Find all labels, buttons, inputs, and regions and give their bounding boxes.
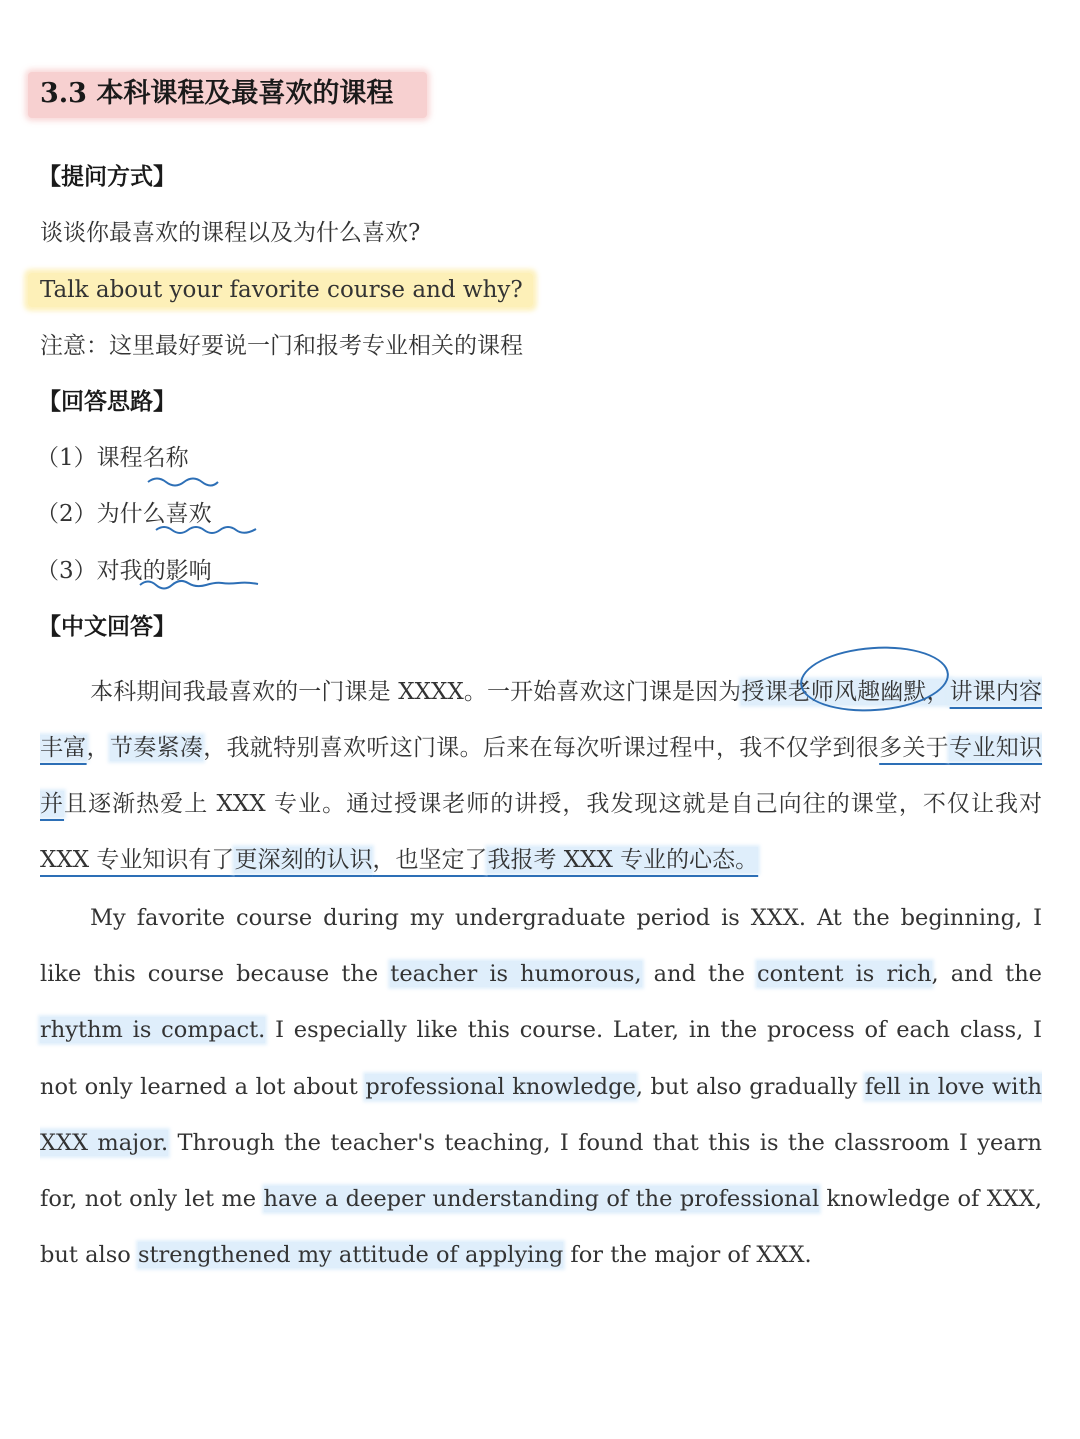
chinese-answer-heading: 【中文回答】 [38, 613, 176, 640]
cn-text: 的课堂，不仅让我对 [826, 791, 1042, 817]
en-text: , and the [931, 961, 1042, 988]
cn-highlight: 专业知识并 [40, 735, 1043, 817]
wavy-underline-1 [148, 479, 218, 486]
en-text: I especially like this course. Later, in the process of each class, I not only learned a lot about [40, 1017, 1042, 1100]
approach-item [36, 556, 212, 586]
approach-item [36, 443, 189, 473]
approach-heading: 【回答思路】 [38, 388, 176, 415]
approach-item-text: 为什么喜欢 [96, 501, 212, 527]
en-highlight: strengthened my attitude of applying [137, 1242, 564, 1269]
question-heading: 【提问方式】 [38, 163, 176, 190]
cn-text: ， [86, 735, 110, 761]
en-highlight: content is rich [756, 961, 932, 988]
approach-item-text: 课程名称 [96, 445, 189, 471]
en-highlight: have a deeper understanding of the professional [263, 1186, 820, 1213]
cn-underline: ，也坚定了 [372, 847, 488, 873]
en-text: knowledge of XXX, but also [40, 1186, 1042, 1269]
cn-underline: XXX 专业知识有了 [40, 847, 235, 873]
approach-item-number: （3） [36, 558, 97, 584]
question-chinese: 谈谈你最喜欢的课程以及为什么喜欢? [40, 220, 421, 246]
question-english: Talk about your favorite course and why? [28, 273, 533, 307]
chinese-answer [40, 664, 1042, 888]
cn-highlight: 节奏紧凑 [109, 735, 204, 761]
cn-text: 且逐渐热爱上 XXX 专业。通过授课老师的讲授，我发现这就是自己向往 [64, 791, 827, 817]
cn-text: 本科期间我最喜欢的一门课是 XXXX。一开始喜欢这门课是因为 [90, 679, 742, 705]
en-text: My favorite course during my undergraduate period is XXX. At the beginning, I like this course because the [40, 905, 1042, 988]
en-text: , but also gradually [635, 1073, 865, 1100]
cn-text: 多关于 [879, 735, 950, 761]
en-text: Through the teacher's teaching, I found that this is the classroom I yearn for, not only let me [40, 1129, 1042, 1213]
approach-item-text: 对我的影响 [96, 558, 212, 584]
en-highlight: teacher is humorous, [390, 961, 642, 988]
cn-highlight: 更深刻的认识 [234, 847, 373, 873]
cn-highlight: 我报考 XXX 专业的心态。 [487, 847, 759, 873]
note: 注意：这里最好要说一门和报考专业相关的课程 [40, 333, 523, 359]
en-text: and the [641, 961, 757, 988]
en-highlight: rhythm is compact. [40, 1017, 266, 1044]
section-title: 3.3 本科课程及最喜欢的课程 [28, 72, 427, 118]
approach-item [36, 499, 212, 529]
en-text: for the major of XXX. [563, 1242, 812, 1269]
question-english-line [40, 275, 533, 305]
cn-highlight: 讲课内容丰富 [40, 679, 1043, 761]
approach-item-number: （1） [36, 445, 97, 471]
cn-text: ，我就特别喜欢听这门课。后来在每次听课过程中，我不仅学到很 [203, 735, 880, 761]
approach-item-number: （2） [36, 501, 97, 527]
english-answer [40, 890, 1042, 1283]
en-highlight: fell in love with XXX major. [40, 1073, 1043, 1156]
cn-highlight: 授课老师风趣幽默， [741, 679, 950, 705]
en-highlight: professional knowledge [365, 1073, 636, 1100]
